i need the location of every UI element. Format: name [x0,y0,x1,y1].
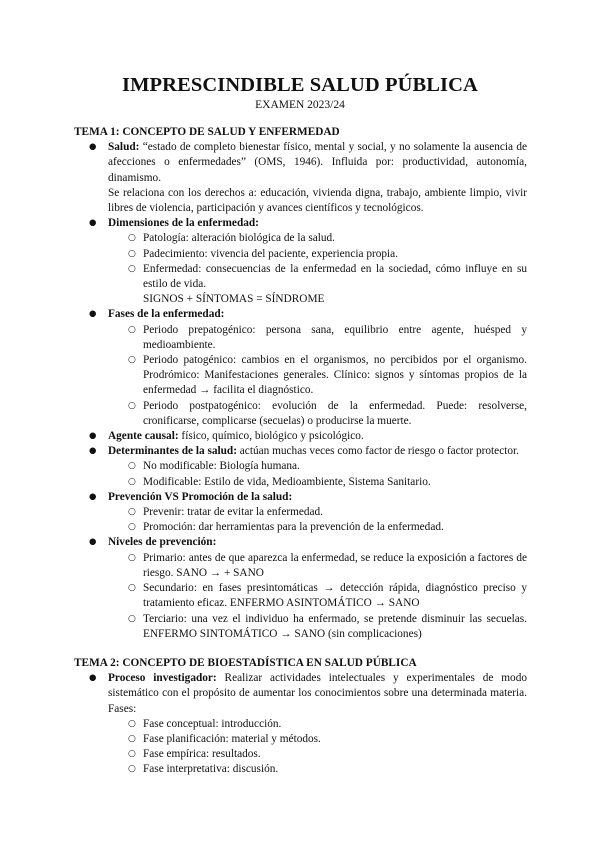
text-salud-derechos: Se relaciona con los derechos a: educación, vivienda digna, trabajo, ambiente limpio, vivir libres de violencia, participación y avances científicos y tecnológicos. [108,186,527,215]
list-item-determinantes [108,444,527,490]
document-subtitle: EXAMEN 2023/24 [255,99,345,111]
term-proceso: Proceso investigador: [108,672,217,685]
list-item-fases [108,307,527,429]
list-item-salud [108,140,527,216]
term-determinantes: Determinantes de la salud: [108,445,237,458]
prevencion-sublist [108,505,527,535]
document-body [74,125,527,778]
niveles-sublist [108,551,527,642]
tema2-list [74,671,527,777]
sublist-item: ○ Secundario: en fases presintomáticas → detección rápida, diagnóstico preciso y tratamiento eficaz. ENFERMO ASINTOMÁTICO → SANO [143,581,527,611]
term-prevencion: Prevención VS Promoción de la salud: [108,490,293,503]
sublist-item: ○ Periodo postpatogénico: evolución de la enfermedad. Puede: resolverse, cronificarse, complicarse (secuelas) o producirse la muerte. [143,399,527,429]
sublist-item: ○ Modificable: Estilo de vida, Medioambiente, Sistema Sanitario. [143,475,527,490]
text-agente: físico, químico, biológico y psicológico. [178,430,364,443]
sublist-item: ○ Promoción: dar herramientas para la prevención de la enfermedad. [143,520,527,535]
sublist-item: ○ Prevenir: tratar de evitar la enfermedad. [143,505,527,520]
fases-sublist [108,323,527,429]
sublist-item: ○ No modificable: Biología humana. [143,459,527,474]
text-salud: “estado de completo bienestar físico, mental y social, y no solamente la ausencia de afecciones o enfermedades” (OMS, 1946). Influida por: productividad, autonomía, dinamismo. [108,141,527,184]
term-niveles: Niveles de prevención: [108,536,217,549]
text-proceso: Realizar actividades intelectuales y experimentales de modo sistemático con el propósito de aumentar los conocimientos sobre una determinada materia. Fases: [108,672,527,715]
list-item-prevencion [108,490,527,536]
sublist-item: ○ Terciario: una vez el individuo ha enfermado, se pretende disminuir las secuelas. ENFERMO SINTOMÁTICO → SANO (sin complicaciones) [143,612,527,642]
term-fases: Fases de la enfermedad: [108,308,225,321]
term-dimensiones: Dimensiones de la enfermedad: [108,217,259,230]
list-item-agente [108,429,527,444]
sublist-item-text: Enfermedad: consecuencias de la enfermedad en la sociedad, cómo influye en su estilo de vida. [143,262,527,291]
sublist-item: ○ Primario: antes de que aparezca la enfermedad, se reduce la exposición a factores de riesgo. SANO → + SANO [143,551,527,581]
section-title-tema2: TEMA 2: CONCEPTO DE BIOESTADÍSTICA EN SALUD PÚBLICA [74,656,417,669]
proceso-sublist [108,717,527,778]
sublist-item: ○ Patología: alteración biológica de la salud. [143,231,527,246]
sublist-item: ○ Periodo prepatogénico: persona sana, equilibrio entre agente, huésped y medioambiente. [143,323,527,353]
sublist-item: ○ Periodo patogénico: cambios en el organismos, no percibidos por el organismo. Prodrómico: Manifestaciones generales. Clínico: signos y síntomas propios de la enfermedad → facilita el diagnóstico. [143,353,527,399]
text-determinantes: actúan muchas veces como factor de riesgo o factor protector. [236,445,519,458]
formula-note: SIGNOS + SÍNTOMAS = SÍNDROME [143,293,325,306]
document-title: IMPRESCINDIBLE SALUD PÚBLICA [122,74,478,96]
list-item-proceso [108,671,527,777]
term-salud: Salud: [108,141,140,154]
list-item-niveles [108,535,527,641]
sublist-item: ○ Fase planificación: material y métodos. [143,732,527,747]
sublist-item: ○ Fase empírica: resultados. [143,747,527,762]
sublist-item [143,262,527,308]
list-item-dimensiones [108,216,527,307]
sublist-item: ○ Padecimiento: vivencia del paciente, experiencia propia. [143,247,527,262]
section-title-tema1: TEMA 1: CONCEPTO DE SALUD Y ENFERMEDAD [74,126,340,138]
sublist-item: ○ Fase interpretativa: discusión. [143,762,527,777]
dimensiones-sublist [108,231,527,307]
sublist-item: ○ Fase conceptual: introducción. [143,717,527,732]
determinantes-sublist [108,459,527,489]
tema1-list [74,140,527,642]
term-agente: Agente causal: [108,430,179,443]
